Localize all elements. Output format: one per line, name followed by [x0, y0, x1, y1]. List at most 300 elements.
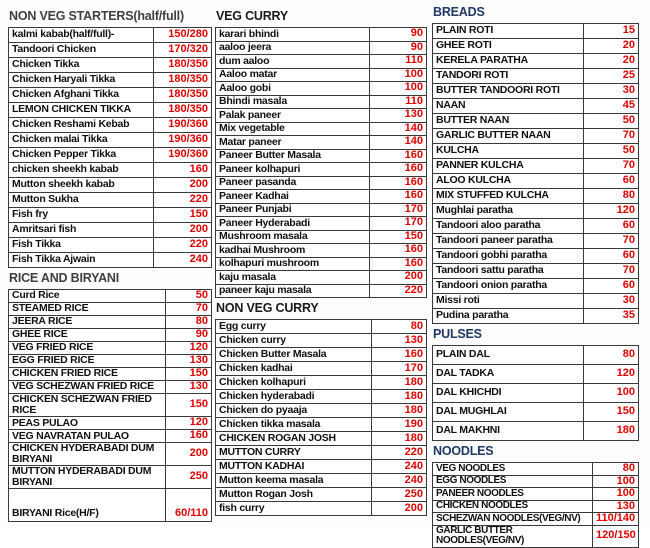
menu-item-row: [433, 24, 639, 39]
menu-item-price: 200: [166, 443, 212, 466]
menu-item-price: 90: [370, 28, 427, 42]
menu-table-rice-and-biryani: [8, 289, 212, 522]
menu-item-row: [9, 329, 212, 342]
menu-item-price: 160: [370, 176, 427, 190]
menu-item-row: [216, 109, 427, 123]
menu-item-name: Palak paneer: [216, 109, 370, 123]
menu-item-price: 110: [370, 55, 427, 69]
menu-item-price: 220: [370, 284, 427, 298]
menu-item-price: 180: [372, 432, 427, 446]
menu-item-name: Tandoori gobhi paratha: [433, 249, 584, 264]
menu-item-name: Chicken malai Tikka: [9, 133, 154, 148]
section-title-veg-curry: VEG CURRY: [216, 9, 289, 23]
menu-item-row: [9, 443, 212, 466]
menu-item-row: [9, 381, 212, 394]
menu-item-name: CHICKEN NOODLES: [433, 500, 593, 513]
menu-item-price: 200: [154, 223, 212, 238]
menu-item-name: Chicken curry: [216, 334, 372, 348]
menu-item-price: 180/350: [154, 88, 212, 103]
menu-item-row: [433, 294, 639, 309]
menu-item-price: 130: [166, 355, 212, 368]
menu-item-price: 160: [370, 257, 427, 271]
menu-item-name: Mutton keema masala: [216, 474, 372, 488]
menu-item-row: [216, 176, 427, 190]
menu-item-price: 160: [370, 244, 427, 258]
menu-item-row: [9, 430, 212, 443]
menu-item-name: kadhai Mushroom: [216, 244, 370, 258]
menu-item-row: [9, 253, 212, 268]
menu-item-price: 35: [584, 309, 639, 324]
menu-item-name: chicken sheekh kabab: [9, 163, 154, 178]
menu-item-row: [216, 362, 427, 376]
menu-item-row: [216, 136, 427, 150]
menu-item-price: 70: [584, 264, 639, 279]
menu-item-name: Egg curry: [216, 320, 372, 334]
menu-item-price: 190: [372, 418, 427, 432]
menu-item-row: [216, 348, 427, 362]
menu-item-price: 180/350: [154, 103, 212, 118]
menu-item-row: [9, 133, 212, 148]
menu-item-name: MUTTON KADHAI: [216, 460, 372, 474]
menu-item-row: [433, 500, 639, 513]
menu-item-name: VEG FRIED RICE: [9, 342, 166, 355]
menu-item-row: [9, 223, 212, 238]
menu-item-name: BUTTER NAAN: [433, 114, 584, 129]
menu-item-name: PANNER KULCHA: [433, 159, 584, 174]
menu-item-price: 120: [166, 417, 212, 430]
menu-item-row: [433, 99, 639, 114]
menu-item-price: 150: [166, 368, 212, 381]
menu-item-price: 100: [370, 68, 427, 82]
menu-item-price: 200: [154, 178, 212, 193]
menu-item-name: Amritsari fish: [9, 223, 154, 238]
menu-table-noodles: [432, 462, 639, 548]
menu-item-row: [433, 84, 639, 99]
menu-item-name: Aaloo matar: [216, 68, 370, 82]
menu-item-name: Fish Tikka Ajwain: [9, 253, 154, 268]
menu-item-name: LEMON CHICKEN TIKKA: [9, 103, 154, 118]
menu-item-row: [216, 404, 427, 418]
menu-item-price: 60: [584, 174, 639, 189]
menu-item-row: [433, 144, 639, 159]
menu-item-price: 100: [584, 384, 639, 403]
menu-item-name: GHEE RICE: [9, 329, 166, 342]
menu-item-price: 50: [166, 290, 212, 303]
menu-item-row: [216, 334, 427, 348]
menu-item-row: [9, 103, 212, 118]
menu-item-name: Aaloo gobi: [216, 82, 370, 96]
menu-item-row: [216, 95, 427, 109]
menu-item-price: 180/350: [154, 73, 212, 88]
menu-item-row: [9, 148, 212, 163]
menu-item-price: 70: [584, 129, 639, 144]
menu-item-name: paneer kaju masala: [216, 284, 370, 298]
menu-item-price: 80: [372, 320, 427, 334]
menu-item-row: [216, 502, 427, 516]
menu-item-row: [216, 122, 427, 136]
menu-item-row: [216, 190, 427, 204]
menu-item-price: 80: [166, 316, 212, 329]
menu-item-row: [9, 316, 212, 329]
menu-item-name: dum aaloo: [216, 55, 370, 69]
menu-item-price: 170: [370, 217, 427, 231]
menu-item-price: 120: [584, 365, 639, 384]
menu-item-price: 250: [166, 466, 212, 489]
menu-item-row: [216, 203, 427, 217]
menu-item-row: [433, 204, 639, 219]
menu-item-row: [216, 390, 427, 404]
menu-item-row: [216, 284, 427, 298]
menu-item-name: Fish fry: [9, 208, 154, 223]
menu-item-row: [9, 43, 212, 58]
menu-item-name: BIRYANI Rice(H/F): [9, 489, 166, 522]
menu-item-price: 60/110: [166, 489, 212, 522]
menu-item-price: 15: [584, 24, 639, 39]
menu-item-name: CHICKEN SCHEZWAN FRIED RICE: [9, 394, 166, 417]
menu-item-row: [9, 118, 212, 133]
menu-item-name: Mutton sheekh kabab: [9, 178, 154, 193]
menu-item-price: 160: [166, 430, 212, 443]
section-title-non-veg-curry: NON VEG CURRY: [216, 301, 319, 315]
menu-item-row: [433, 488, 639, 501]
menu-item-price: 30: [584, 84, 639, 99]
menu-item-row: [216, 474, 427, 488]
menu-item-price: 150: [584, 403, 639, 422]
menu-item-price: 130: [372, 334, 427, 348]
menu-item-price: 45: [584, 99, 639, 114]
section-title-pulses: PULSES: [433, 327, 482, 341]
menu-item-price: 130: [370, 109, 427, 123]
menu-item-row: [216, 41, 427, 55]
menu-item-price: 60: [584, 279, 639, 294]
menu-item-price: 200: [372, 502, 427, 516]
menu-item-name: Chicken tikka masala: [216, 418, 372, 432]
section-title-rice-and-biryani: RICE AND BIRYANI: [9, 271, 120, 285]
menu-item-name: Tandoori Chicken: [9, 43, 154, 58]
menu-item-row: [9, 163, 212, 178]
menu-item-row: [216, 320, 427, 334]
menu-item-name: Mughlai paratha: [433, 204, 584, 219]
menu-item-price: 220: [154, 193, 212, 208]
menu-item-name: Chicken Butter Masala: [216, 348, 372, 362]
menu-item-row: [216, 432, 427, 446]
menu-item-row: [433, 69, 639, 84]
menu-item-row: [9, 28, 212, 43]
menu-item-name: Mutton Sukha: [9, 193, 154, 208]
menu-item-price: 160: [370, 149, 427, 163]
menu-item-name: Matar paneer: [216, 136, 370, 150]
menu-item-name: EGG NOODLES: [433, 475, 593, 488]
menu-item-name: MIX STUFFED KULCHA: [433, 189, 584, 204]
menu-item-price: 130: [593, 500, 639, 513]
menu-item-name: Chicken kolhapuri: [216, 376, 372, 390]
section-title-noodles: NOODLES: [433, 444, 494, 458]
menu-item-price: 140: [370, 136, 427, 150]
menu-item-price: 150: [370, 230, 427, 244]
menu-item-name: Paneer Kadhai: [216, 190, 370, 204]
menu-item-price: 190/360: [154, 118, 212, 133]
menu-item-name: ALOO KULCHA: [433, 174, 584, 189]
menu-item-name: Chicken hyderabadi: [216, 390, 372, 404]
menu-item-row: [433, 309, 639, 324]
menu-item-name: MUTTON CURRY: [216, 446, 372, 460]
menu-item-row: [216, 488, 427, 502]
menu-item-row: [433, 39, 639, 54]
menu-item-name: Tandoori sattu paratha: [433, 264, 584, 279]
menu-item-price: 200: [370, 271, 427, 285]
menu-item-row: [216, 446, 427, 460]
menu-item-name: Mix vegetable: [216, 122, 370, 136]
menu-item-row: [433, 114, 639, 129]
menu-item-price: 100: [593, 475, 639, 488]
menu-item-row: [433, 129, 639, 144]
menu-item-price: 180/350: [154, 58, 212, 73]
menu-item-row: [9, 342, 212, 355]
menu-item-price: 170: [370, 203, 427, 217]
menu-item-name: JEERA RICE: [9, 316, 166, 329]
menu-item-price: 250: [372, 488, 427, 502]
menu-item-name: aaloo jeera: [216, 41, 370, 55]
menu-item-name: GHEE ROTI: [433, 39, 584, 54]
menu-item-name: MUTTON HYDERABADI DUM BIRYANI: [9, 466, 166, 489]
menu-item-row: [433, 525, 639, 547]
menu-item-price: 180: [372, 376, 427, 390]
menu-item-name: Tandoori aloo paratha: [433, 219, 584, 234]
menu-item-row: [9, 303, 212, 316]
menu-item-name: Chicken Reshami Kebab: [9, 118, 154, 133]
menu-item-name: CHICKEN ROGAN JOSH: [216, 432, 372, 446]
menu-item-name: PEAS PULAO: [9, 417, 166, 430]
menu-item-row: [216, 217, 427, 231]
menu-item-name: Chicken Haryali Tikka: [9, 73, 154, 88]
menu-item-name: GARLIC BUTTER NAAN: [433, 129, 584, 144]
menu-item-name: Chicken do pyaaja: [216, 404, 372, 418]
menu-item-price: 50: [584, 144, 639, 159]
menu-item-row: [9, 193, 212, 208]
menu-item-name: VEG NAVRATAN PULAO: [9, 430, 166, 443]
menu-item-name: PLAIN DAL: [433, 346, 584, 365]
menu-item-name: BUTTER TANDOORI ROTI: [433, 84, 584, 99]
menu-item-row: [433, 365, 639, 384]
menu-item-name: Paneer Punjabi: [216, 203, 370, 217]
menu-item-name: Mushroom masala: [216, 230, 370, 244]
menu-item-row: [216, 244, 427, 258]
menu-item-row: [9, 355, 212, 368]
menu-item-name: Pudina paratha: [433, 309, 584, 324]
menu-item-name: DAL TADKA: [433, 365, 584, 384]
menu-item-row: [433, 422, 639, 441]
menu-item-row: [433, 174, 639, 189]
menu-table-non-veg-curry: [215, 319, 427, 516]
menu-table-breads: [432, 23, 639, 324]
menu-item-name: karari bhindi: [216, 28, 370, 42]
menu-item-name: DAL KHICHDI: [433, 384, 584, 403]
menu-item-price: 180: [584, 422, 639, 441]
menu-item-name: Chicken Afghani Tikka: [9, 88, 154, 103]
menu-item-price: 120/150: [593, 525, 639, 547]
menu-item-row: [9, 73, 212, 88]
menu-item-price: 160: [372, 348, 427, 362]
menu-item-name: DAL MUGHLAI: [433, 403, 584, 422]
menu-item-row: [433, 189, 639, 204]
menu-item-name: Bhindi masala: [216, 95, 370, 109]
menu-item-name: Curd Rice: [9, 290, 166, 303]
menu-item-row: [433, 219, 639, 234]
menu-item-row: [216, 55, 427, 69]
menu-item-name: Chicken Tikka: [9, 58, 154, 73]
menu-item-price: 120: [166, 342, 212, 355]
menu-item-price: 170: [372, 362, 427, 376]
menu-item-price: 110/140: [593, 513, 639, 526]
menu-item-price: 180: [372, 404, 427, 418]
menu-item-name: Chicken Pepper Tikka: [9, 148, 154, 163]
menu-item-row: [216, 28, 427, 42]
menu-item-name: STEAMED RICE: [9, 303, 166, 316]
menu-item-name: Paneer pasanda: [216, 176, 370, 190]
menu-item-price: 180: [372, 390, 427, 404]
menu-item-name: Fish Tikka: [9, 238, 154, 253]
menu-item-price: 70: [166, 303, 212, 316]
menu-item-price: 100: [370, 82, 427, 96]
menu-item-row: [9, 394, 212, 417]
menu-item-row: [216, 68, 427, 82]
menu-item-name: fish curry: [216, 502, 372, 516]
menu-item-name: Paneer kolhapuri: [216, 163, 370, 177]
menu-item-name: Mutton Rogan Josh: [216, 488, 372, 502]
menu-item-row: [433, 475, 639, 488]
menu-item-name: Paneer Butter Masala: [216, 149, 370, 163]
menu-table-non-veg-starters: [8, 27, 212, 268]
menu-item-price: 140: [370, 122, 427, 136]
menu-item-row: [433, 279, 639, 294]
menu-item-row: [433, 249, 639, 264]
menu-item-name: CHICKEN FRIED RICE: [9, 368, 166, 381]
menu-item-row: [9, 466, 212, 489]
menu-item-price: 60: [584, 249, 639, 264]
menu-item-row: [433, 159, 639, 174]
menu-item-row: [216, 418, 427, 432]
menu-item-row: [216, 163, 427, 177]
menu-item-row: [433, 346, 639, 365]
menu-item-row: [216, 149, 427, 163]
menu-item-row: [433, 384, 639, 403]
menu-item-price: 80: [584, 189, 639, 204]
menu-item-name: PANEER NOODLES: [433, 488, 593, 501]
menu-item-name: Chicken kadhai: [216, 362, 372, 376]
menu-item-price: 170/320: [154, 43, 212, 58]
menu-item-row: [9, 368, 212, 381]
menu-item-name: CHICKEN HYDERABADI DUM BIRYANI: [9, 443, 166, 466]
menu-column-right: [432, 2, 639, 548]
menu-item-row: [9, 489, 212, 522]
menu-item-name: Tandoori onion paratha: [433, 279, 584, 294]
menu-item-price: 90: [370, 41, 427, 55]
menu-item-price: 150: [166, 394, 212, 417]
menu-item-name: Tandoori paneer paratha: [433, 234, 584, 249]
menu-item-price: 240: [372, 474, 427, 488]
menu-item-name: kaju masala: [216, 271, 370, 285]
menu-item-price: 220: [154, 238, 212, 253]
menu-item-row: [216, 82, 427, 96]
menu-item-price: 150: [154, 208, 212, 223]
menu-item-row: [433, 403, 639, 422]
menu-item-name: KERELA PARATHA: [433, 54, 584, 69]
menu-item-price: 160: [370, 163, 427, 177]
menu-item-name: kalmi kabab(half/full)-: [9, 28, 154, 43]
menu-item-row: [9, 178, 212, 193]
menu-item-price: 120: [584, 204, 639, 219]
menu-item-name: TANDORI ROTI: [433, 69, 584, 84]
menu-item-price: 20: [584, 39, 639, 54]
menu-item-price: 50: [584, 114, 639, 129]
menu-item-row: [9, 238, 212, 253]
menu-column-left: [8, 6, 212, 522]
menu-table-pulses: [432, 345, 639, 441]
menu-item-row: [216, 271, 427, 285]
menu-item-name: KULCHA: [433, 144, 584, 159]
menu-item-row: [9, 208, 212, 223]
section-title-non-veg-starters: NON VEG STARTERS(half/full): [9, 9, 184, 23]
menu-item-row: [9, 417, 212, 430]
menu-item-price: 190/360: [154, 148, 212, 163]
menu-item-name: NAAN: [433, 99, 584, 114]
menu-item-price: 130: [166, 381, 212, 394]
menu-item-price: 100: [593, 488, 639, 501]
menu-item-row: [433, 513, 639, 526]
menu-item-price: 160: [370, 190, 427, 204]
menu-item-price: 160: [154, 163, 212, 178]
menu-item-row: [9, 88, 212, 103]
menu-item-row: [9, 58, 212, 73]
menu-item-row: [433, 54, 639, 69]
menu-item-price: 150/280: [154, 28, 212, 43]
menu-item-row: [433, 234, 639, 249]
menu-item-row: [216, 460, 427, 474]
menu-table-veg-curry: [215, 27, 427, 298]
menu-item-row: [216, 257, 427, 271]
menu-item-price: 220: [372, 446, 427, 460]
section-title-breads: BREADS: [433, 5, 485, 19]
menu-item-price: 80: [584, 346, 639, 365]
menu-item-price: 240: [372, 460, 427, 474]
menu-item-price: 70: [584, 159, 639, 174]
menu-item-price: 190/360: [154, 133, 212, 148]
menu-item-name: Missi roti: [433, 294, 584, 309]
menu-item-name: SCHEZWAN NOODLES(VEG/NV): [433, 513, 593, 526]
menu-item-price: 20: [584, 54, 639, 69]
menu-item-name: GARLIC BUTTER NOODLES(VEG/NV): [433, 525, 593, 547]
menu-item-price: 110: [370, 95, 427, 109]
menu-item-row: [216, 376, 427, 390]
menu-item-name: EGG FRIED RICE: [9, 355, 166, 368]
menu-item-name: PLAIN ROTI: [433, 24, 584, 39]
menu-item-name: Paneer Hyderabadi: [216, 217, 370, 231]
menu-item-name: VEG NOODLES: [433, 463, 593, 476]
menu-item-price: 240: [154, 253, 212, 268]
menu-item-name: kolhapuri mushroom: [216, 257, 370, 271]
menu-item-price: 70: [584, 234, 639, 249]
menu-item-price: 25: [584, 69, 639, 84]
menu-column-middle: [215, 6, 427, 516]
menu-item-price: 80: [593, 463, 639, 476]
menu-item-name: DAL MAKHNI: [433, 422, 584, 441]
menu-item-price: 60: [584, 219, 639, 234]
menu-item-row: [433, 264, 639, 279]
menu-item-row: [433, 463, 639, 476]
menu-item-name: VEG SCHEZWAN FRIED RICE: [9, 381, 166, 394]
menu-item-row: [216, 230, 427, 244]
menu-item-price: 30: [584, 294, 639, 309]
